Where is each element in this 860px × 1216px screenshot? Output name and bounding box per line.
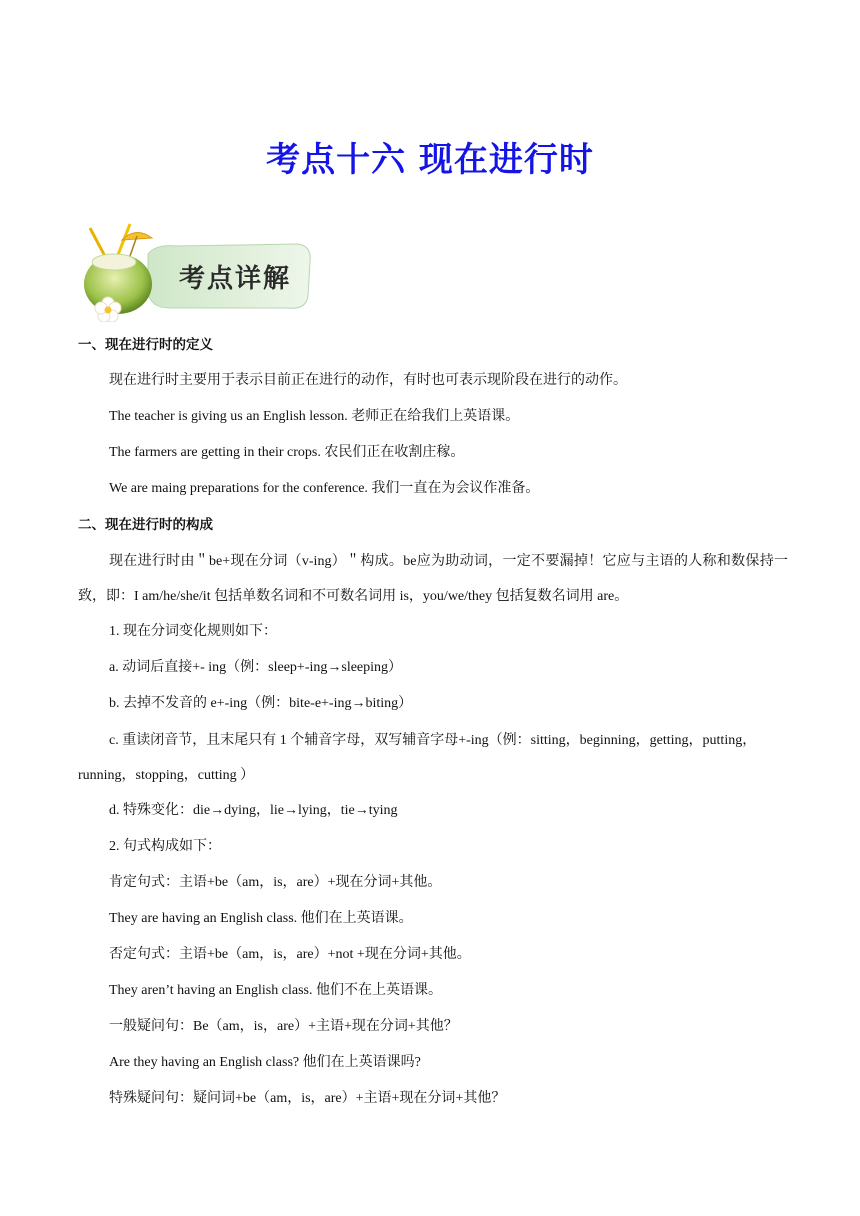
banner-label: 考点详解 — [178, 264, 291, 294]
document-body — [78, 334, 788, 1124]
section-banner — [78, 222, 318, 322]
rule-heading: 1. 现在分词变化规则如下： — [109, 624, 277, 639]
rule-item: a. 动词后直接+- ing（例：sleep+-ing→sleeping） — [109, 660, 403, 675]
section1-heading: 一、现在进行时的定义 — [78, 337, 213, 353]
rule-item: b. 去掉不发音的 e+-ing（例：bite-e+-ing→biting） — [109, 696, 413, 711]
page-title: 考点十六 现在进行时 — [266, 140, 594, 180]
rule-item: c. 重读闭音节，且末尾只有 1 个辅音字母，双写辅音字母+-ing（例：sitting，beginning，getting，putting，running，stopping，cutting ） — [78, 733, 757, 783]
section1-line: The farmers are getting in their crops. 农民们正在收割庄稼。 — [109, 445, 465, 460]
form-line: Are they having an English class? 他们在上英语课吗? — [109, 1055, 421, 1070]
form-line: 特殊疑问句：疑问词+be（am，is，are）+主语+现在分词+其他？ — [109, 1091, 506, 1106]
form-line: They aren’t having an English class. 他们不在上英语课。 — [109, 983, 442, 998]
rule-item: d. 特殊变化：die→dying，lie→lying，tie→tying — [109, 803, 398, 818]
form-line: They are having an English class. 他们在上英语课。 — [109, 911, 413, 926]
form-line: 否定句式：主语+be（am，is，are）+not +现在分词+其他。 — [109, 947, 471, 962]
form-line: 肯定句式：主语+be（am，is，are）+现在分词+其他。 — [109, 875, 442, 890]
form-heading: 2. 句式构成如下： — [109, 839, 221, 854]
form-line: 一般疑问句：Be（am，is，are）+主语+现在分词+其他？ — [109, 1019, 458, 1034]
section1-line: The teacher is giving us an English lesson. 老师正在给我们上英语课。 — [109, 409, 520, 424]
section2-heading: 二、现在进行时的构成 — [78, 517, 213, 533]
section1-line: We are maing preparations for the conference. 我们一直在为会议作准备。 — [109, 481, 540, 496]
section2-paragraph: 现在进行时由＂be+现在分词（v-ing）＂构成。be应为助动词，一定不要漏掉！它应与主语的人称和数保持一致，即：I am/he/she/it 包括单数名词和不可数名词用 is，you/we/they 包括复数名词用 are。 — [78, 554, 788, 604]
section1-line: 现在进行时主要用于表示目前正在进行的动作，有时也可表示现阶段在进行的动作。 — [109, 373, 627, 388]
